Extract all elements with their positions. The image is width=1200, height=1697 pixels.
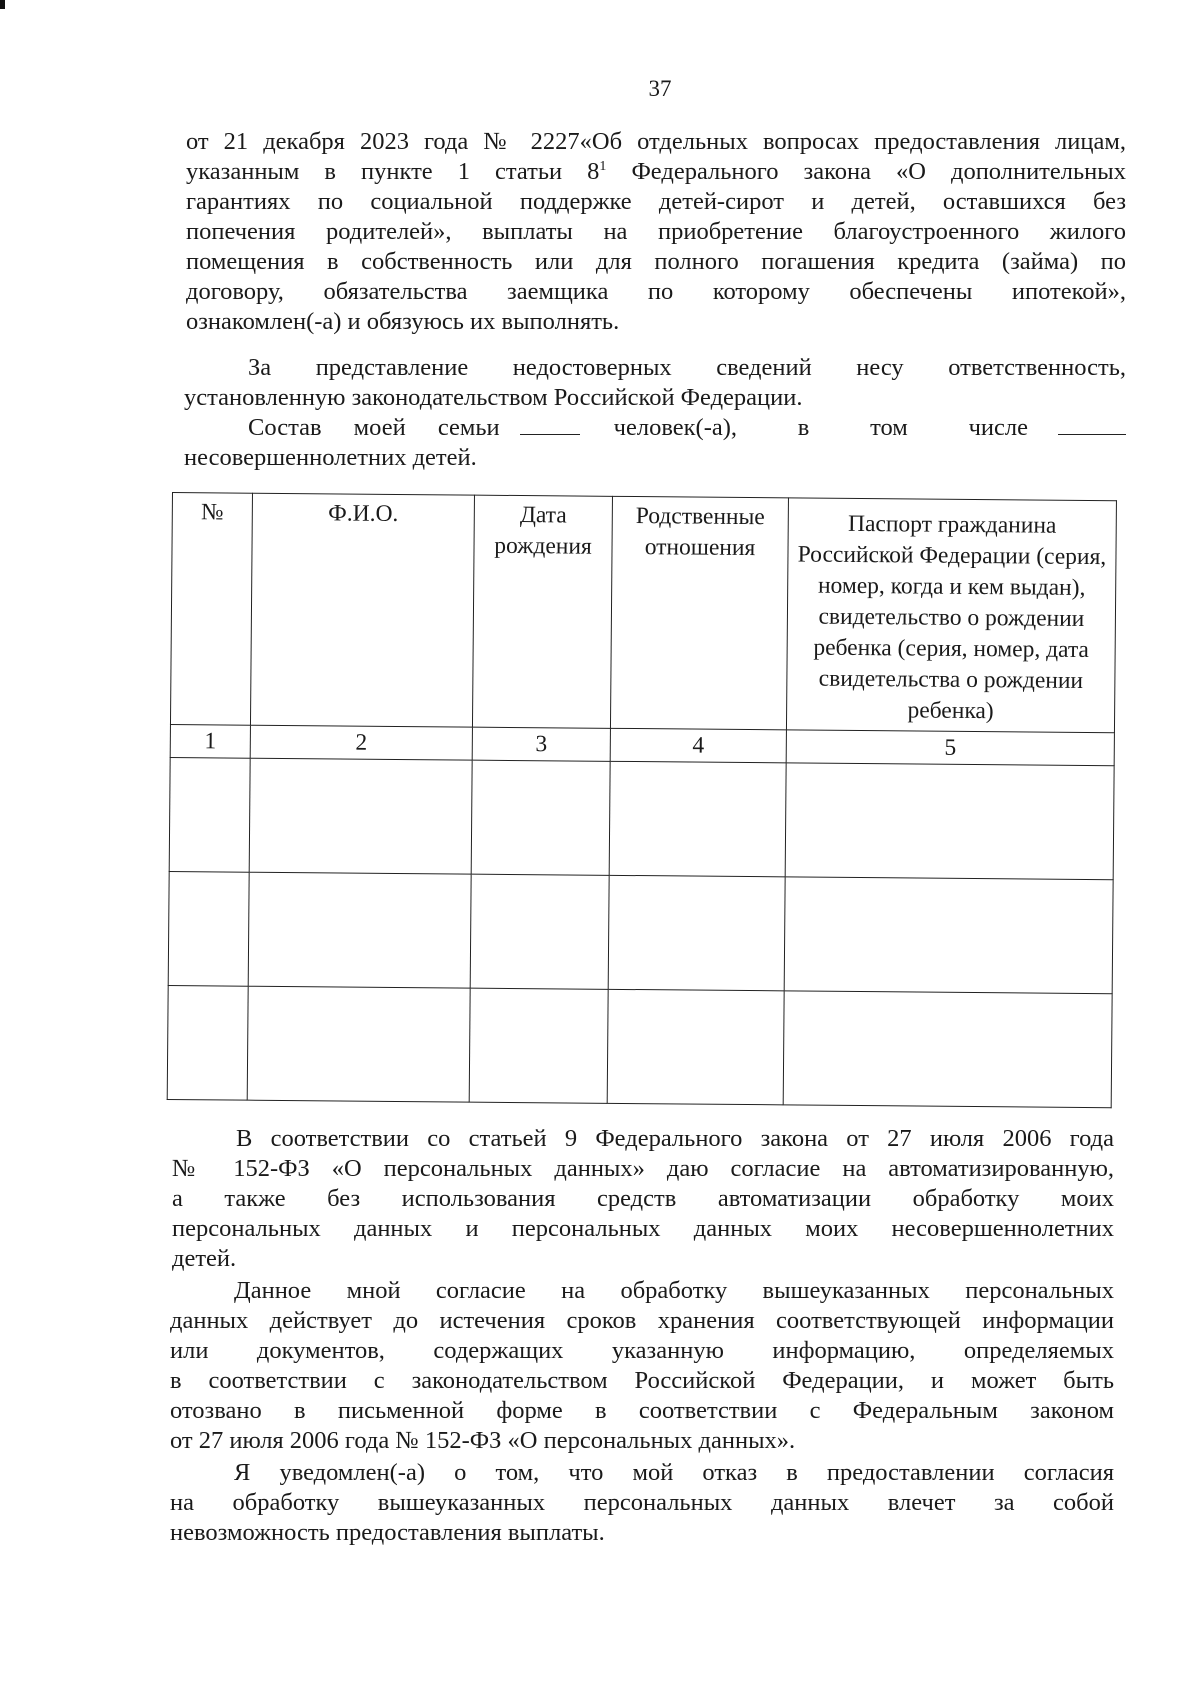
scan-corner-mark	[0, 0, 5, 9]
responsibility-line: За представление недостоверных сведений несу ответственность,	[248, 354, 1126, 381]
consent-line: № 152-ФЗ «О персональных данных» даю согласие на автоматизированную,	[172, 1155, 1114, 1182]
refusal-notice-paragraph	[170, 1458, 1114, 1548]
consent-line: в соответствии с законодательством Российской Федерации, и может быть	[170, 1367, 1114, 1394]
table-cell[interactable]	[783, 991, 1112, 1108]
table-row	[169, 757, 1114, 879]
header-documents: Паспорт гражданина Российской Федерации (серия, номер, когда и кем выдан), свидетельство о рождении ребенка (серия, номер, дата свидетельства о рождении ребенка)	[786, 498, 1116, 733]
table-cell[interactable]	[784, 877, 1113, 994]
notice-line: Я уведомлен(-а) о том, что мой отказ в предоставлении согласия	[234, 1459, 1114, 1486]
regulation-paragraph	[186, 127, 1126, 337]
table-cell[interactable]	[609, 761, 786, 877]
regulation-line: гарантиях по социальной поддержке детей-сирот и детей, оставшихся без	[186, 188, 1126, 215]
members-count-blank[interactable]	[520, 418, 580, 435]
regulation-line: договору, обязательства заемщика по которому обеспечены ипотекой»,	[186, 278, 1126, 305]
consent-line: Данное мной согласие на обработку вышеуказанных персональных	[234, 1277, 1114, 1304]
table-cell[interactable]	[247, 986, 470, 1102]
column-number: 5	[786, 730, 1114, 766]
table-cell[interactable]	[608, 875, 785, 991]
family-line	[184, 413, 1126, 443]
regulation-line: ознакомлен(-а) и обязуюсь их выполнять.	[186, 308, 620, 335]
page-number: 37	[648, 76, 672, 101]
header-number: №	[170, 493, 252, 726]
column-number: 4	[610, 728, 786, 763]
consent-line: отозвано в письменной форме в соответствии с Федеральным законом	[170, 1397, 1114, 1424]
superscript: 1	[599, 158, 607, 174]
children-count-blank[interactable]	[1058, 418, 1126, 435]
column-number: 1	[170, 724, 250, 758]
header-relationship: Родственные отношения	[610, 496, 788, 730]
table-cell[interactable]	[469, 988, 608, 1103]
header-full-name: Ф.И.О.	[250, 493, 474, 727]
table-cell[interactable]	[248, 872, 471, 988]
table-cell[interactable]	[471, 760, 610, 875]
consent-line: персональных данных и персональных данных моих несовершеннолетних	[172, 1215, 1114, 1242]
table-row	[168, 871, 1113, 993]
consent-paragraph	[172, 1124, 1114, 1274]
responsibility-line: установленную законодательством Российской Федерации.	[184, 384, 803, 411]
table-cell[interactable]	[470, 874, 609, 989]
consent-line: или документов, содержащих указанную информацию, определяемых	[170, 1337, 1114, 1364]
family-composition	[184, 413, 1126, 473]
table-cell[interactable]	[249, 758, 472, 874]
regulation-line: попечения родителей», выплаты на приобретение благоустроенного жилого	[186, 218, 1126, 245]
notice-line: на обработку вышеуказанных персональных данных влечет за собой	[170, 1489, 1114, 1516]
family-line: несовершеннолетних детей.	[184, 444, 477, 471]
table-row	[167, 985, 1112, 1107]
notice-line: невозможность предоставления выплаты.	[170, 1519, 605, 1546]
consent-line: детей.	[172, 1245, 237, 1272]
table-cell[interactable]	[168, 871, 249, 986]
column-number: 3	[472, 727, 610, 761]
column-number: 2	[250, 725, 472, 760]
family-members-table	[167, 492, 1117, 1108]
header-birth-date: Дата рождения	[472, 495, 612, 728]
responsibility-paragraph	[184, 353, 1126, 413]
consent-line: В соответствии со статьей 9 Федерального закона от 27 июля 2006 года	[236, 1125, 1114, 1152]
consent-validity-paragraph	[170, 1276, 1114, 1456]
consent-line: от 27 июля 2006 года № 152-ФЗ «О персональных данных».	[170, 1427, 796, 1454]
table-header-row	[170, 493, 1116, 733]
consent-line: а также без использования средств автоматизации обработку моих	[172, 1185, 1114, 1212]
table-cell[interactable]	[785, 763, 1114, 880]
table-cell[interactable]	[607, 989, 784, 1105]
family-text: Состав моей семьи	[248, 414, 500, 441]
regulation-line: от 21 декабря 2023 года № 2227«Об отдельных вопросах предоставления лицам,	[186, 128, 1126, 155]
table-cell[interactable]	[169, 757, 250, 872]
regulation-line: помещения в собственность или для полного погашения кредита (займа) по	[186, 248, 1126, 275]
regulation-line: указанным в пункте 1 статьи $8^1$ Федерального закона «О дополнительных	[186, 158, 1126, 185]
consent-line: данных действует до истечения сроков хранения соответствующей информации	[170, 1307, 1114, 1334]
family-text: человек(-а), в том числе	[613, 414, 1028, 441]
table-cell[interactable]	[167, 985, 248, 1100]
